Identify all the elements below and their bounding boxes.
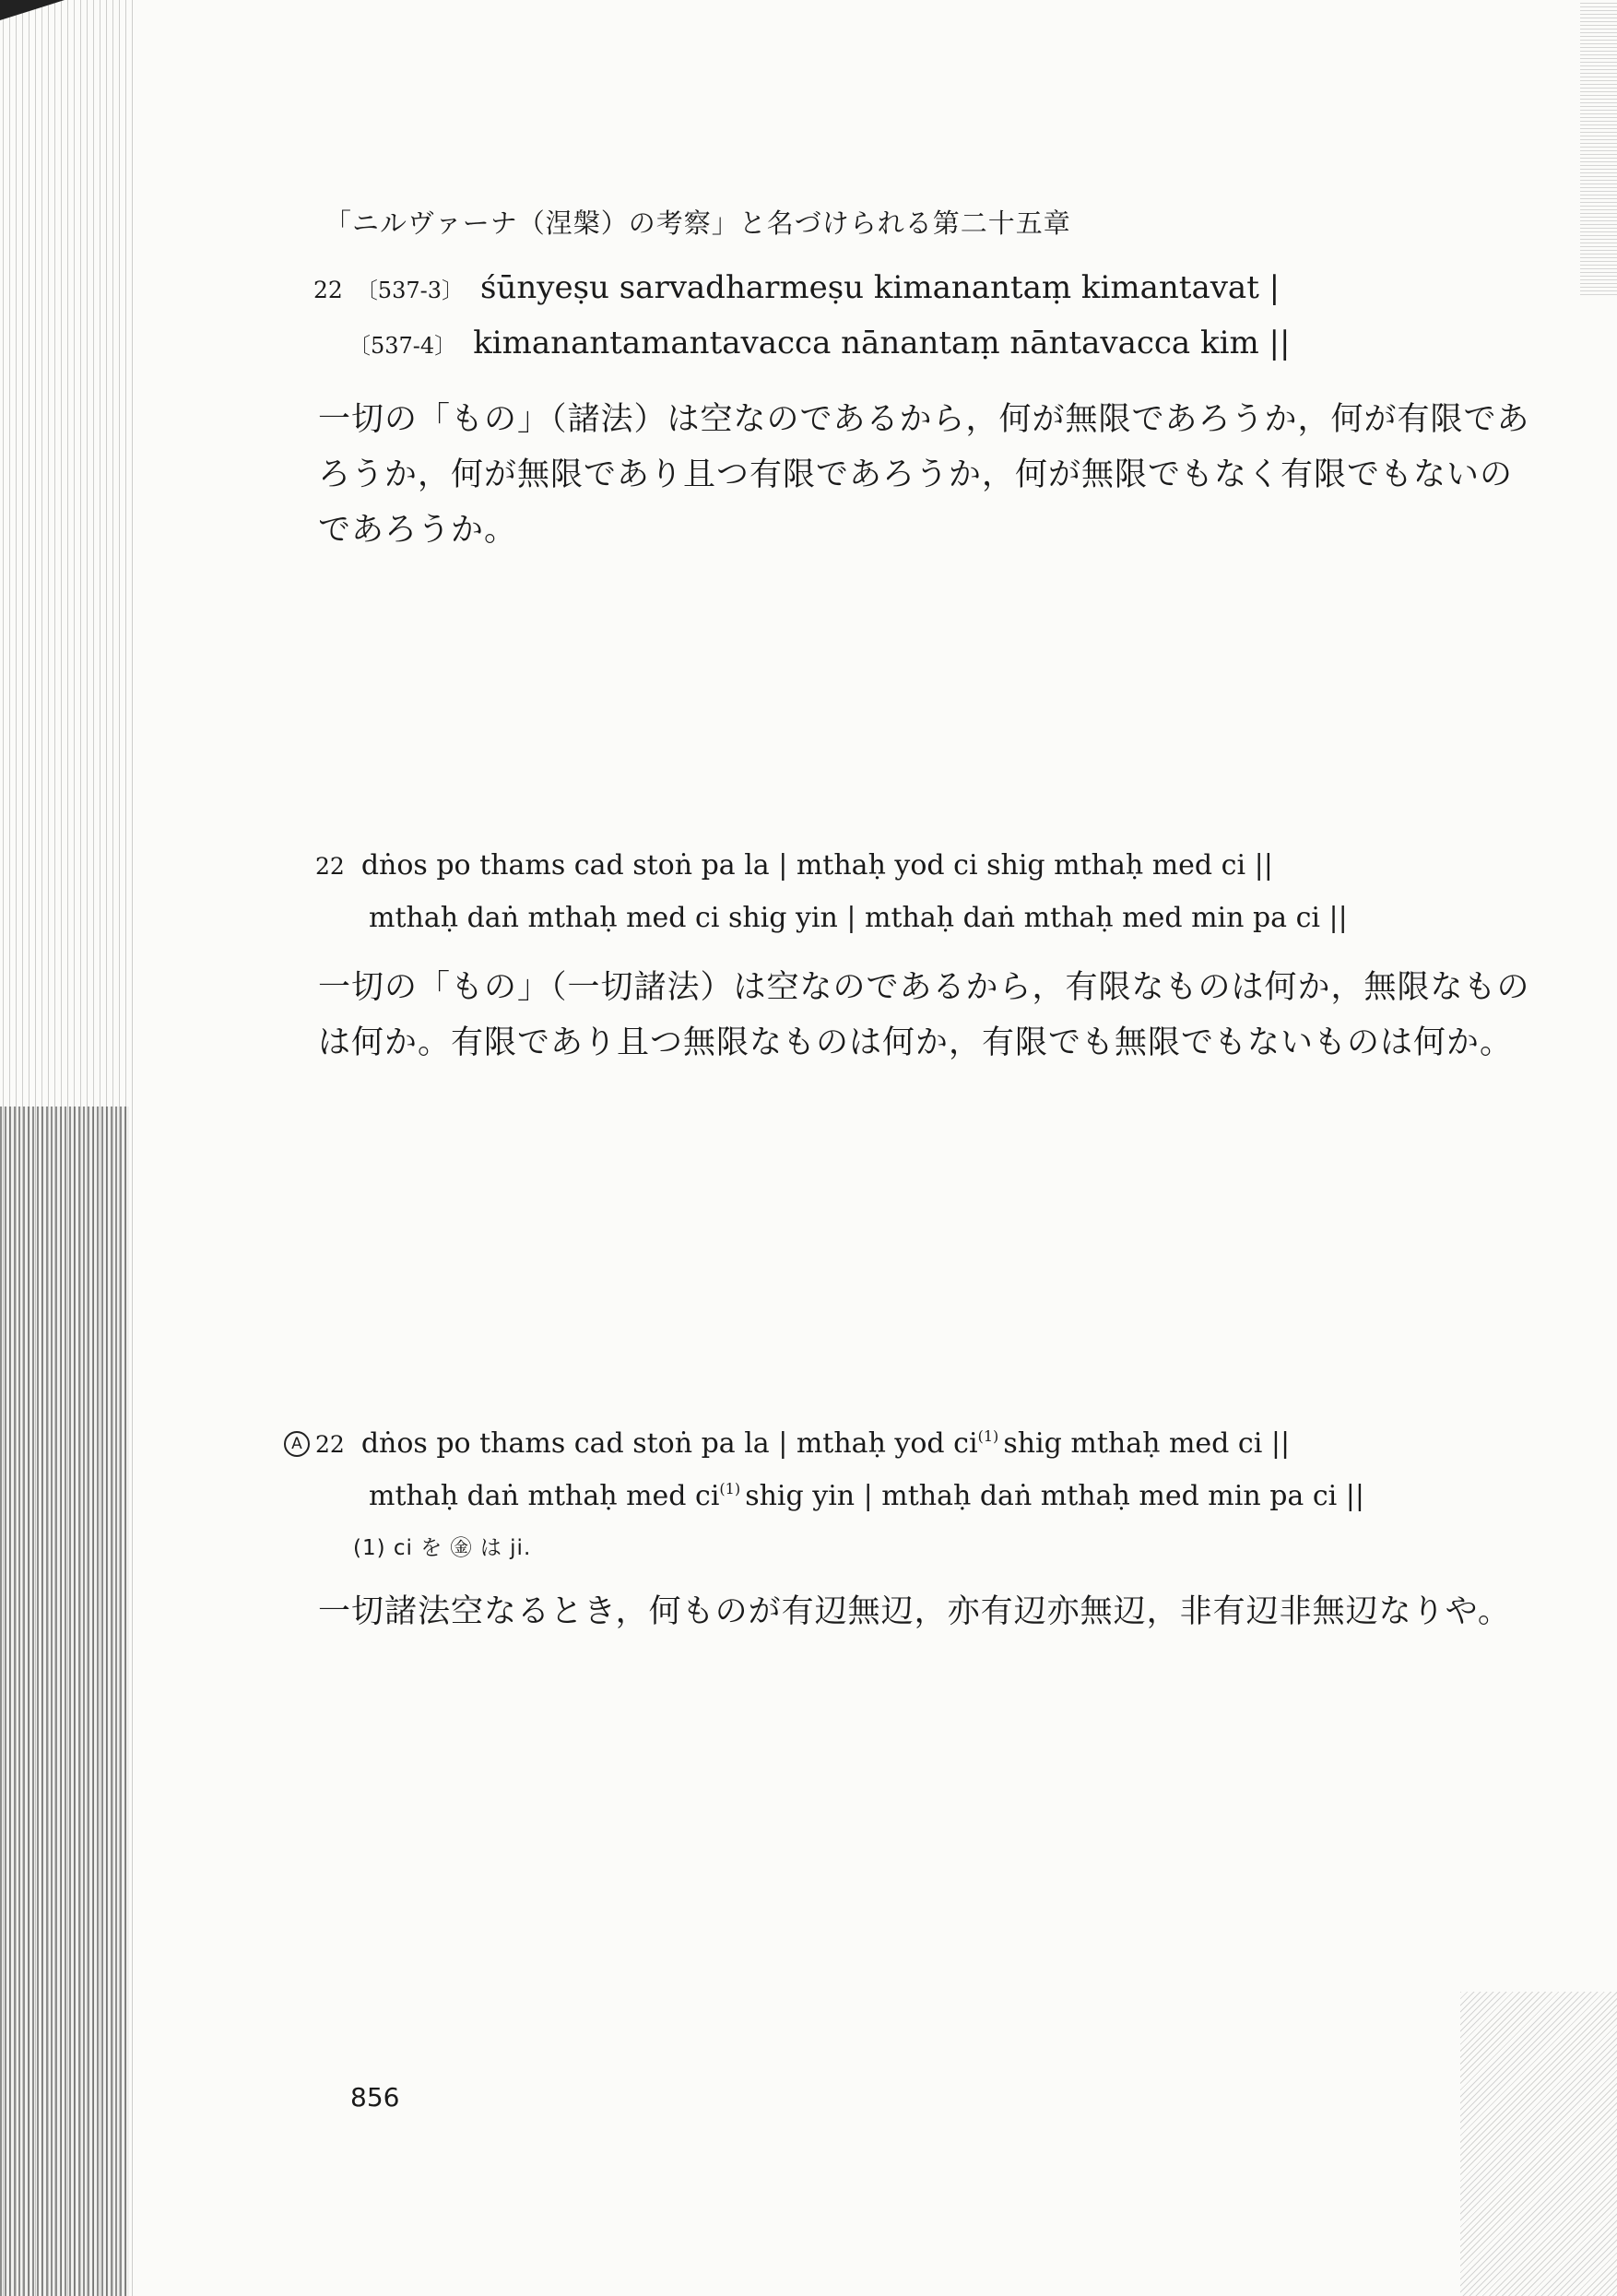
sanskrit-ref-1: 〔537-3〕 bbox=[355, 278, 464, 303]
tibetan-text-line-2: mthaḥ daṅ mthaḥ med ci shig yin | mthaḥ daṅ mthaḥ med min pa ci || bbox=[369, 902, 1348, 934]
sanskrit-text-line-2: kimanantamantavacca nānantaṃ nāntavacca kim || bbox=[473, 325, 1291, 361]
sanskrit-translation-line-2: ろうか，何が無限であり且つ有限であろうか，何が無限でもなく有限でもないの bbox=[318, 456, 1514, 493]
binding-shadow-dark bbox=[0, 1107, 129, 2296]
footnote: (1) ci を ㊎ は ji. bbox=[353, 1536, 532, 1560]
scan-noise-bottom-right bbox=[1460, 1992, 1617, 2296]
chinese-translation: 一切諸法空なるとき，何ものが有辺無辺，亦有辺亦無辺，非有辺非無辺なりや。 bbox=[318, 1593, 1511, 1630]
page-number: 856 bbox=[350, 2082, 400, 2113]
tibetan-a-verse-line-1 bbox=[284, 1427, 1290, 1460]
sanskrit-text-line-1: śūnyeṣu sarvadharmeṣu kimanantaṃ kimantavat | bbox=[480, 269, 1281, 306]
sanskrit-verse-number: 22 bbox=[313, 277, 343, 303]
edition-a-mark: A bbox=[284, 1431, 310, 1457]
footnote-ref-2: (1) bbox=[719, 1480, 741, 1497]
chapter-title: 「ニルヴァーナ（涅槃）の考察」と名づけられる第二十五章 bbox=[325, 207, 1071, 239]
tibetan-translation-line-2: は何か。有限であり且つ無限なものは何か，有限でも無限でもないものは何か。 bbox=[318, 1024, 1514, 1061]
tibetan-a-verse-line-2 bbox=[369, 1480, 1364, 1512]
footnote-ref-1: (1) bbox=[977, 1427, 999, 1445]
sanskrit-verse-line-2 bbox=[348, 325, 1290, 361]
sanskrit-verse-line-1 bbox=[313, 269, 1280, 306]
tibetan-verse-number: 22 bbox=[315, 853, 345, 880]
scan-noise-top-right bbox=[1580, 0, 1617, 295]
tibetan-verse-line-1 bbox=[315, 849, 1273, 882]
tibetan-a-text-line-1a: dṅos po thams cad stoṅ pa la | mthaḥ yod ci bbox=[360, 1427, 978, 1460]
tibetan-translation-line-1: 一切の「もの」（一切諸法）は空なのであるから，有限なものは何か，無限なもの bbox=[318, 969, 1530, 1006]
sanskrit-translation-line-3: であろうか。 bbox=[318, 512, 518, 549]
tibetan-a-verse-number: 22 bbox=[315, 1431, 345, 1458]
tibetan-a-text-line-2b: shig yin | mthaḥ daṅ mthaḥ med min pa ci || bbox=[745, 1480, 1364, 1512]
sanskrit-ref-2: 〔537-4〕 bbox=[348, 333, 457, 359]
tibetan-a-text-line-2a: mthaḥ daṅ mthaḥ med ci bbox=[369, 1480, 720, 1512]
sanskrit-translation-line-1: 一切の「もの」（諸法）は空なのであるから，何が無限であろうか，何が有限であ bbox=[318, 401, 1530, 438]
tibetan-a-text-line-1b: shig mthaḥ med ci || bbox=[1003, 1427, 1291, 1460]
tibetan-text-line-1: dṅos po thams cad stoṅ pa la | mthaḥ yod ci shig mthaḥ med ci || bbox=[360, 849, 1273, 882]
